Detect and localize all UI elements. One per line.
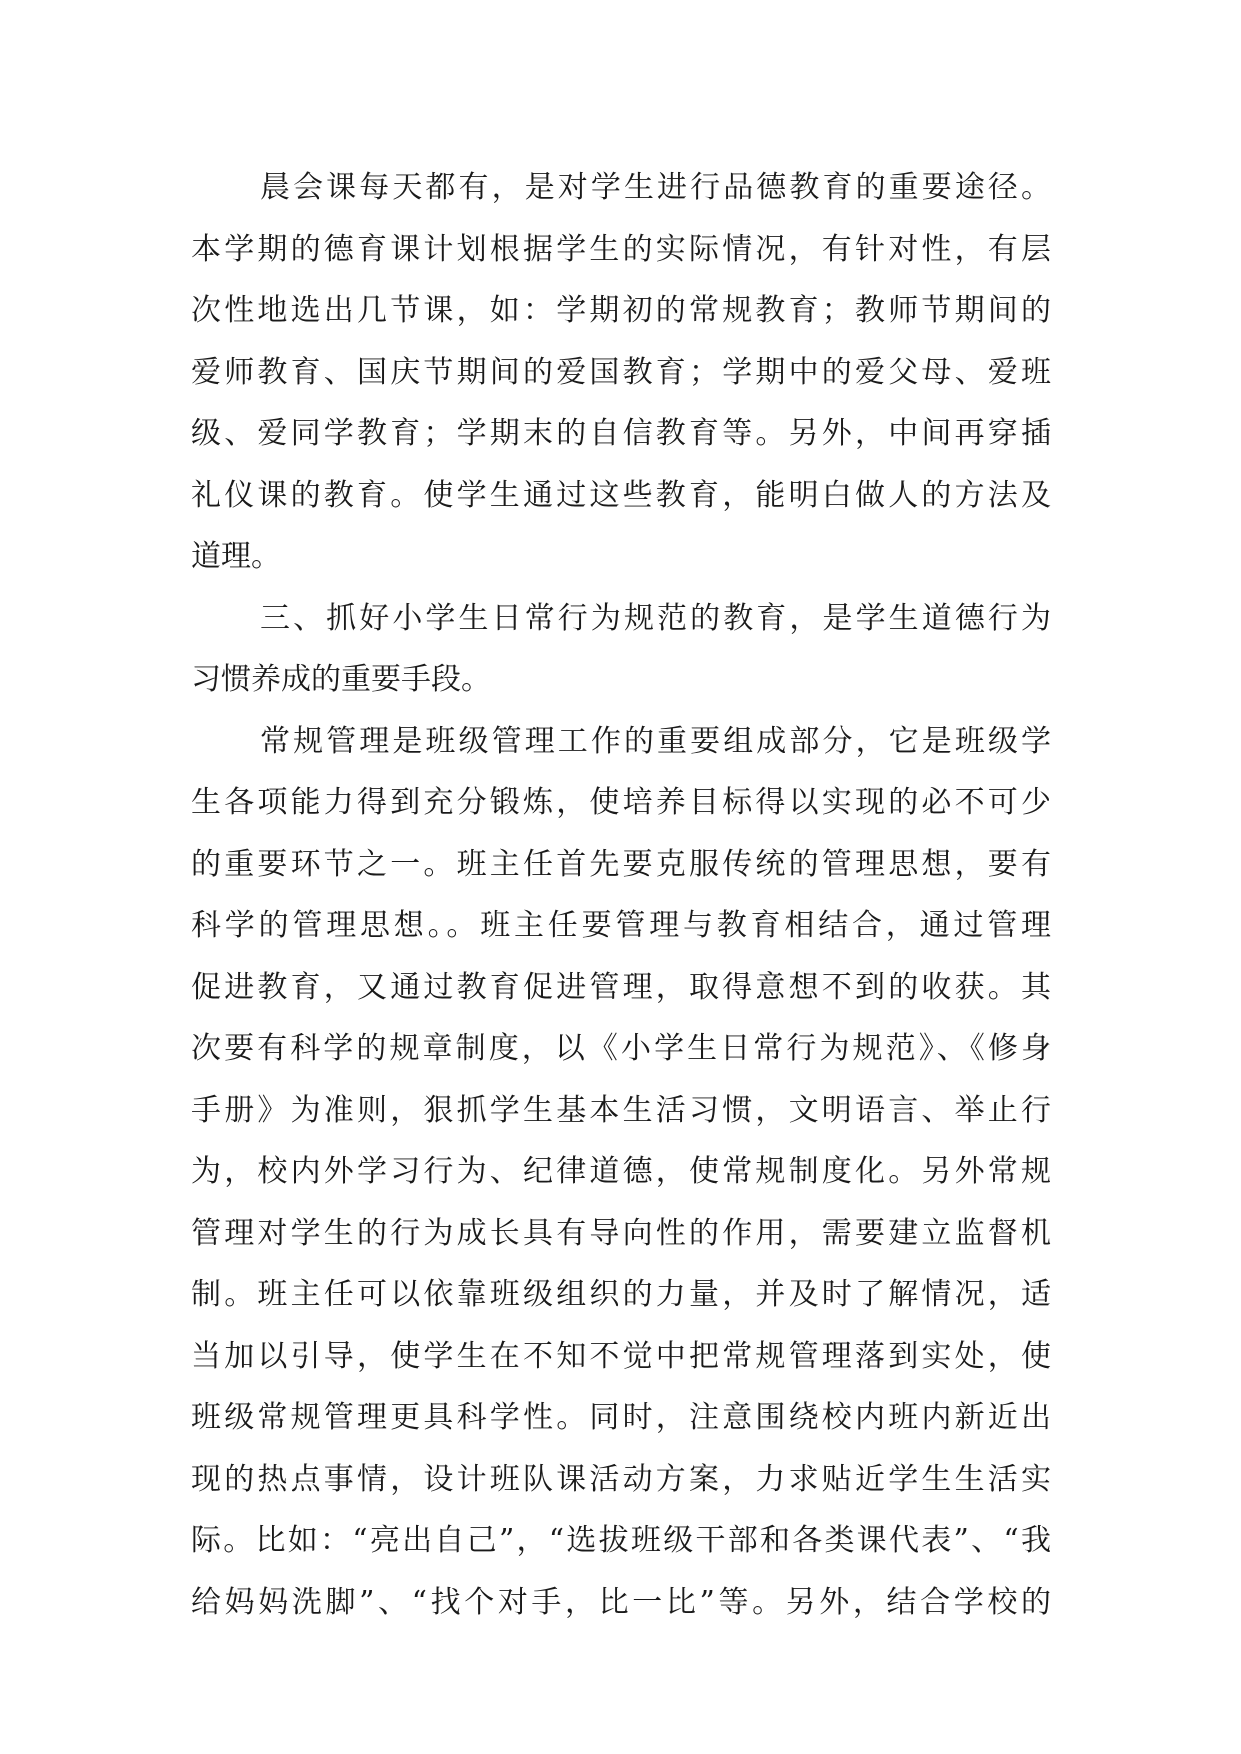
body-text [191, 157, 1051, 1633]
paragraph-line: 给妈妈洗脚”、“找个对手，比一比”等。另外，结合学校的 [191, 1584, 1051, 1620]
paragraph-line: 为，校内外学习行为、纪律道德，使常规制度化。另外常规 [191, 1154, 1051, 1189]
paragraph-line: 科学的管理思想。。班主任要管理与教育相结合，通过管理 [191, 908, 1051, 943]
paragraph-line: 现的热点事情，设计班队课活动方案，力求贴近学生生活实 [191, 1461, 1051, 1497]
paragraph-line: 促进教育，又通过教育促进管理，取得意想不到的收获。其 [191, 969, 1051, 1005]
section-heading-line: 三、抓好小学生日常行为规范的教育，是学生道德行为 [260, 600, 1051, 636]
paragraph-line: 班级常规管理更具科学性。同时，注意围绕校内班内新近出 [191, 1400, 1051, 1435]
paragraph-line: 晨会课每天都有，是对学生进行品德教育的重要途径。 [260, 170, 1051, 205]
paragraph-line: 管理对学生的行为成长具有导向性的作用，需要建立监督机 [191, 1215, 1051, 1251]
paragraph-line: 次性地选出几节课，如：学期初的常规教育；教师节期间的 [191, 293, 1051, 328]
paragraph-line: 生各项能力得到充分锻炼，使培养目标得以实现的必不可少 [191, 785, 1051, 820]
paragraph-line: 爱师教育、国庆节期间的爱国教育；学期中的爱父母、爱班 [191, 354, 1051, 390]
paragraph-line: 级、爱同学教育；学期末的自信教育等。另外，中间再穿插 [191, 416, 1051, 451]
paragraph-line: 常规管理是班级管理工作的重要组成部分，它是班级学 [260, 723, 1051, 759]
paragraph-line: 手册》为准则，狠抓学生基本生活习惯，文明语言、举止行 [191, 1092, 1051, 1128]
paragraph-line: 本学期的德育课计划根据学生的实际情况，有针对性，有层 [191, 231, 1051, 267]
paragraph-line: 制。班主任可以依靠班级组织的力量，并及时了解情况，适 [191, 1277, 1051, 1312]
section-heading-line: 习惯养成的重要手段。 [191, 662, 491, 697]
paragraph-line: 礼仪课的教育。使学生通过这些教育，能明白做人的方法及 [191, 477, 1051, 513]
paragraph-line: 次要有科学的规章制度，以《小学生日常行为规范》、《修身 [191, 1031, 1051, 1066]
paragraph-line: 当加以引导，使学生在不知不觉中把常规管理落到实处，使 [191, 1338, 1051, 1374]
paragraph-line: 际。比如：“亮出自己”，“选拔班级干部和各类课代表”、“我 [191, 1523, 1051, 1558]
paragraph-line: 的重要环节之一。班主任首先要克服传统的管理思想，要有 [191, 846, 1051, 882]
paragraph-line: 道理。 [191, 539, 281, 574]
